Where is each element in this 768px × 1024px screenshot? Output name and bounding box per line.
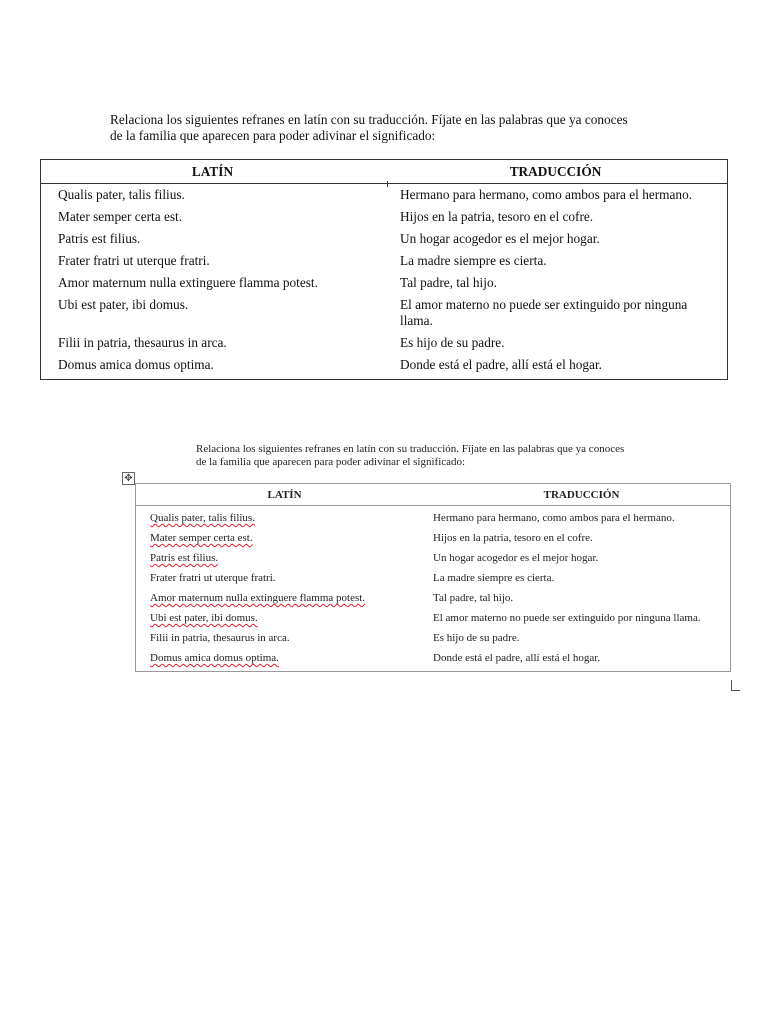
translation-cell[interactable]: Un hogar acogedor es el mejor hogar. [433, 552, 599, 564]
latin-cell[interactable] [136, 588, 434, 608]
latin-text: Amor maternum nulla extinguere flamma potest. [150, 592, 366, 604]
latin-cell: Filii in patria, thesaurus in arca. [58, 335, 227, 350]
latin-cell[interactable] [136, 528, 434, 548]
translation-cell: El amor materno no puede ser extinguido por ninguna llama. [400, 297, 688, 328]
table-row[interactable] [136, 648, 731, 672]
instructions-line-2: de la familia que aparecen para poder adivinar el significado: [196, 456, 466, 469]
table-row[interactable] [136, 568, 731, 588]
table-row [41, 206, 728, 228]
table-row [41, 294, 728, 332]
latin-cell[interactable] [136, 548, 434, 568]
latin-text: Qualis pater, talis filius. [150, 512, 255, 524]
table-row [41, 184, 728, 207]
latin-cell: Mater semper certa est. [58, 209, 183, 224]
translation-cell[interactable]: Hermano para hermano, como ambos para el hermano. [433, 512, 675, 524]
latin-text: Ubi est pater, ibi domus. [150, 612, 258, 624]
header-translation: TRADUCCIÓN [384, 160, 728, 184]
table-row[interactable] [136, 628, 731, 648]
table-row [41, 332, 728, 354]
table-move-handle-icon[interactable]: ✥ [122, 472, 135, 485]
table-row[interactable] [136, 588, 731, 608]
instructions-line-1: Relaciona los siguientes refranes en latín con su traducción. Fíjate en las palabras que ya conoces [196, 443, 625, 455]
latin-text: Filii in patria, thesaurus in arca. [150, 632, 290, 644]
table-row[interactable] [136, 506, 731, 529]
header-translation: TRADUCCIÓN [433, 484, 731, 506]
table-row [41, 354, 728, 380]
translation-cell: Donde está el padre, allí está el hogar. [400, 357, 602, 372]
translation-cell: Hermano para hermano, como ambos para el hermano. [400, 187, 693, 202]
table-row[interactable] [136, 548, 731, 568]
translation-cell: Un hogar acogedor es el mejor hogar. [400, 231, 600, 246]
instructions-line-1: Relaciona los siguientes refranes en latín con su traducción. Fíjate en las palabras que ya conoces [110, 112, 628, 127]
latin-cell: Amor maternum nulla extinguere flamma potest. [58, 275, 318, 290]
proverbs-table-1 [40, 159, 728, 380]
latin-cell: Qualis pater, talis filius. [58, 187, 185, 202]
latin-cell[interactable] [136, 608, 434, 628]
instructions-2 [196, 443, 624, 470]
latin-cell: Ubi est pater, ibi domus. [58, 297, 189, 312]
latin-cell: Patris est filius. [58, 231, 141, 246]
table-row [41, 272, 728, 294]
proverbs-table-2 [135, 483, 731, 672]
table-row[interactable] [136, 608, 731, 628]
latin-text: Mater semper certa est. [150, 532, 253, 544]
table-row [41, 228, 728, 250]
table-row [41, 250, 728, 272]
latin-cell[interactable] [136, 568, 434, 588]
latin-text: Domus amica domus optima. [150, 652, 279, 664]
translation-cell[interactable]: Es hijo de su padre. [433, 632, 520, 644]
translation-cell: Tal padre, tal hijo. [400, 275, 497, 290]
translation-cell[interactable]: Donde está el padre, allí está el hogar. [433, 652, 601, 664]
table-end-mark [731, 680, 740, 691]
translation-cell[interactable]: El amor materno no puede ser extinguido por ninguna llama. [433, 612, 701, 624]
translation-cell[interactable]: La madre siempre es cierta. [433, 572, 555, 584]
instructions-line-2: de la familia que aparecen para poder adivinar el significado: [110, 128, 436, 144]
header-latin: LATÍN [41, 160, 385, 184]
translation-cell[interactable]: Hijos en la patria, tesoro en el cofre. [433, 532, 593, 544]
translation-cell[interactable]: Tal padre, tal hijo. [433, 592, 514, 604]
latin-cell: Frater fratri ut uterque fratri. [58, 253, 210, 268]
header-latin: LATÍN [136, 484, 434, 506]
translation-cell: La madre siempre es cierta. [400, 253, 547, 268]
table-row[interactable] [136, 528, 731, 548]
instructions-1 [110, 112, 628, 144]
latin-text: Patris est filius. [150, 552, 219, 564]
latin-cell[interactable] [136, 628, 434, 648]
latin-cell[interactable] [136, 506, 434, 529]
header-row [41, 160, 728, 184]
translation-cell: Es hijo de su padre. [400, 335, 505, 350]
latin-cell[interactable] [136, 648, 434, 672]
header-row [136, 484, 731, 506]
latin-text: Frater fratri ut uterque fratri. [150, 572, 276, 584]
translation-cell: Hijos en la patria, tesoro en el cofre. [400, 209, 594, 224]
latin-cell: Domus amica domus optima. [58, 357, 214, 372]
column-divider-tick [387, 181, 388, 187]
